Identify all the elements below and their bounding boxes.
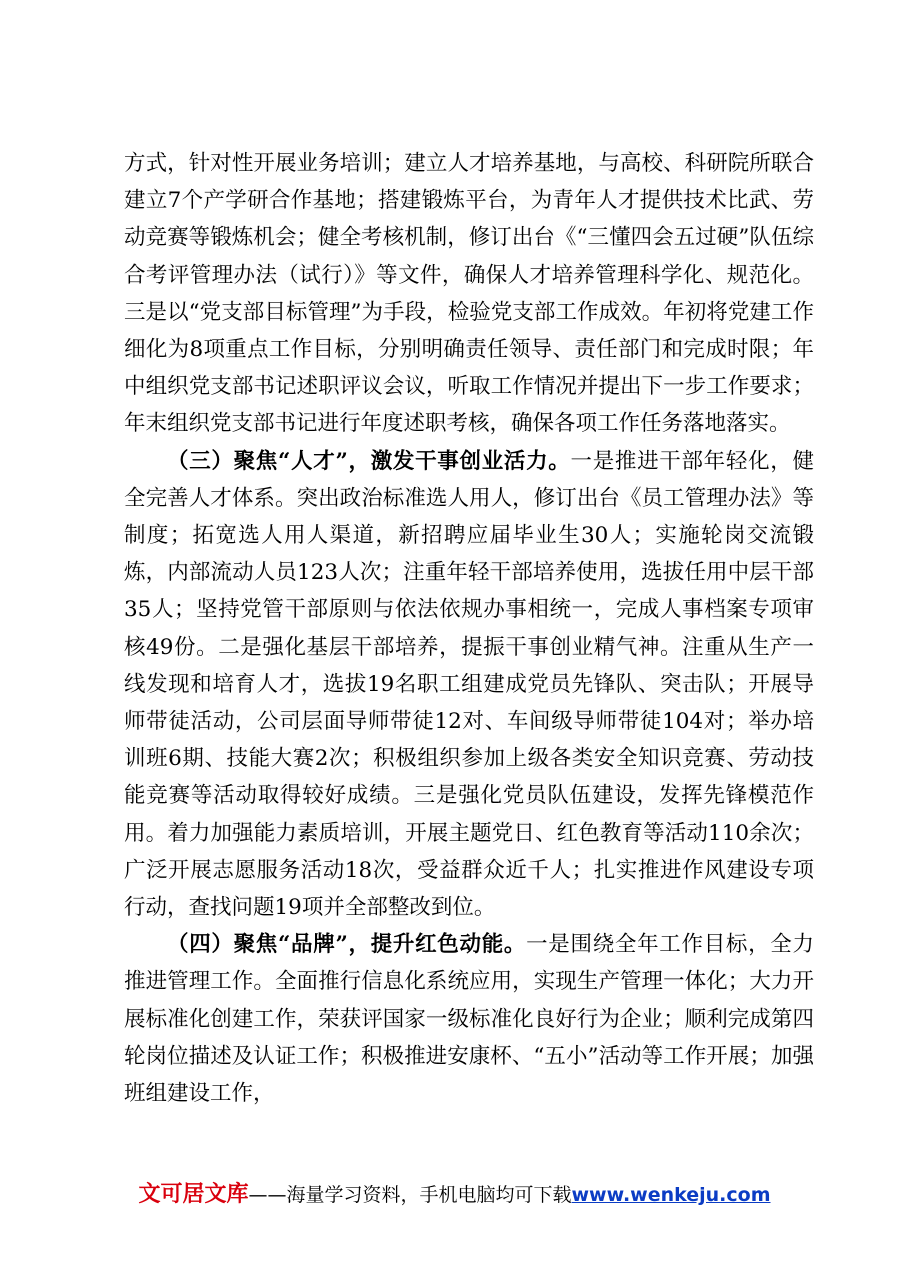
paragraph-text: 一是推进干部年轻化，健全完善人才体系。突出政治标准选人用人，修订出台《员工管理办法》等制度；拓宽选人用人渠道，新招聘应届毕业生30人；实施轮岗交流锻炼，内部流动人员123人次；注重年轻干部培养使用，选拔任用中层干部35人；坚持党管干部原则与依法依规办事相统一，完成人事档案专项审核49份。二是强化基层干部培养，提振干事创业精气神。注重从生产一线发现和培育人才，选拔19名职工组建成党员先锋队、突击队；开展导师带徒活动，公司层面导师带徒12对、车间级导师带徒104对；举办培训班6期、技能大赛2次；积极组织参加上级各类安全知识竞赛、劳动技能竞赛等活动取得较好成绩。三是强化党员队伍建设，发挥先锋模范作用。着力加强能力素质培训，开展主题党日、红色教育等活动110余次；广泛开展志愿服务活动18次，受益群众近千人；扎实推进作风建设专项行动，查找问题19项并全部整改到位。 bbox=[124, 448, 814, 921]
paragraph-section-three bbox=[124, 443, 814, 927]
paragraph-section-four bbox=[124, 926, 814, 1112]
footer-link[interactable]: www.wenkeju.com bbox=[571, 1184, 771, 1206]
paragraph-text: 一是围绕全年工作目标，全力推进管理工作。全面推行信息化系统应用，实现生产管理一体化；大力开展标准化创建工作，荣获评国家一级标准化良好行为企业；顺利完成第四轮岗位描述及认证工作；积极推进安康杯、“五小”活动等工作开展；加强班组建设工作， bbox=[124, 932, 814, 1107]
paragraph-text: 方式，针对性开展业务培训；建立人才培养基地，与高校、科研院所联合建立7个产学研合作基地；搭建锻炼平台，为青年人才提供技术比武、劳动竞赛等锻炼机会；健全考核机制，修订出台《“三懂四会五过硬”队伍综合考评管理办法（试行）》等文件，确保人才培养管理科学化、规范化。三是以“党支部目标管理”为手段，检验党支部工作成效。年初将党建工作细化为8项重点工作目标，分别明确责任领导、责任部门和完成时限；年中组织党支部书记述职评议会议，听取工作情况并提出下一步工作要求；年末组织党支部书记进行年度述职考核，确保各项工作任务落地落实。 bbox=[124, 151, 814, 437]
footer-banner bbox=[0, 1180, 909, 1210]
footer-slogan: ——海量学习资料，手机电脑均可下载 bbox=[248, 1184, 572, 1206]
footer-brand: 文可居文库 bbox=[138, 1182, 249, 1207]
paragraph-continuation bbox=[124, 145, 814, 443]
document-body bbox=[124, 145, 814, 1112]
section-heading-four: （四）聚焦“品牌”，提升红色动能。 bbox=[167, 932, 527, 958]
section-heading-three: （三）聚焦“人才”，激发干事创业活力。 bbox=[167, 448, 571, 474]
